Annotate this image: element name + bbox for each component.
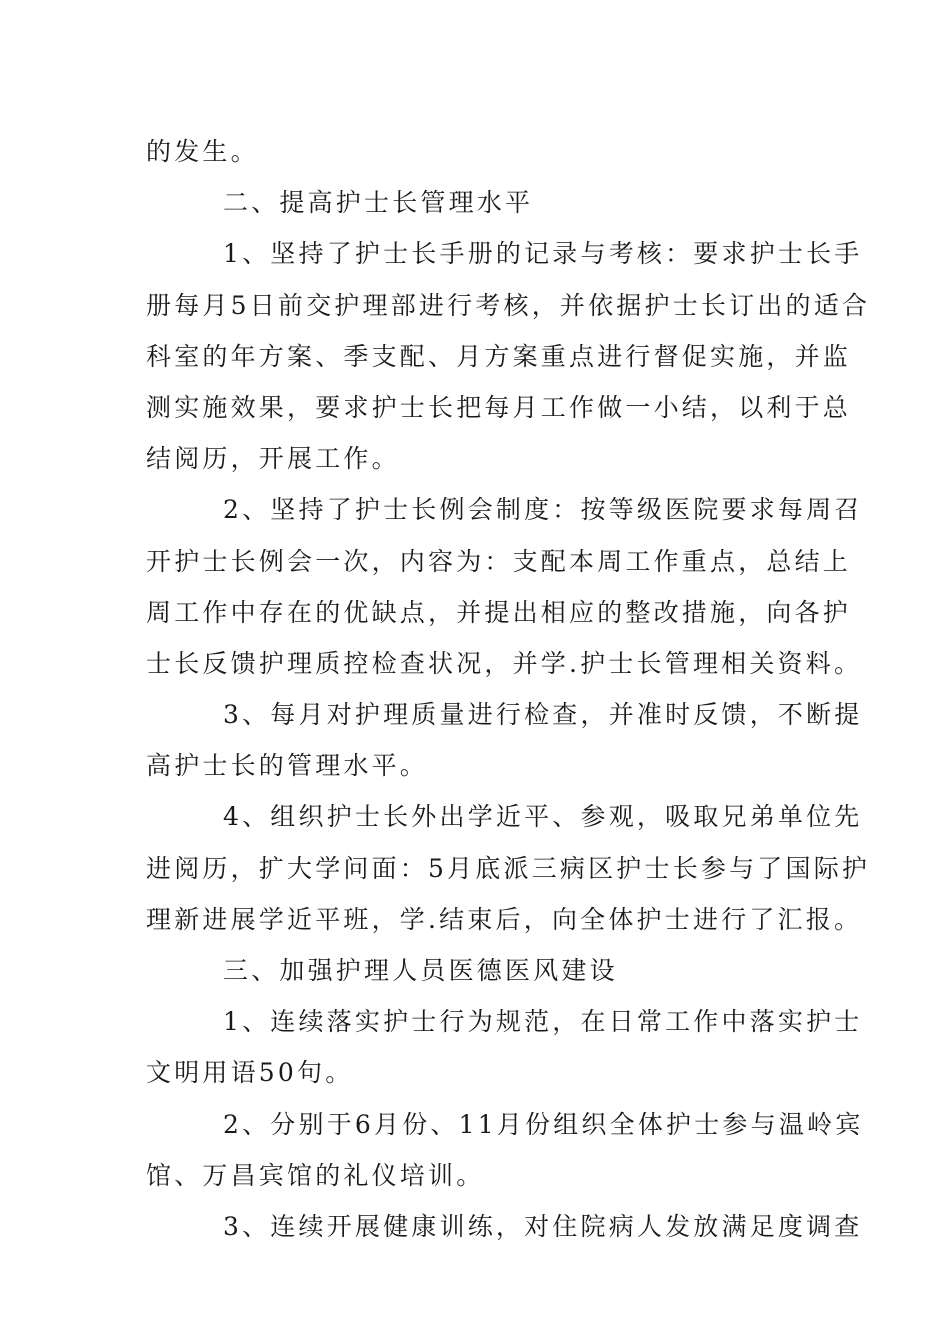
text-line: 科室的年方案、季支配、月方案重点进行督促实施，并监 [146,341,852,371]
paragraph-start: 2、坚持了护士长例会制度：按等级医院要求每周召 [223,495,863,525]
section-heading: 二、提高护士长管理水平 [223,188,534,218]
text-line: 士长反馈护理质控检查状况，并学.护士长管理相关资料。 [146,648,863,678]
paragraph-start: 3、每月对护理质量进行检查，并准时反馈，不断提 [223,700,863,730]
paragraph-start: 1、连续落实护士行为规范，在日常工作中落实护士 [223,1007,863,1037]
text-line: 文明用语50句。 [146,1058,354,1088]
text-line: 开护士长例会一次，内容为：支配本周工作重点，总结上 [146,546,852,576]
text-line: 册每月5日前交护理部进行考核，并依据护士长订出的适合 [146,290,871,320]
paragraph-start: 4、组织护士长外出学近平、参观，吸取兄弟单位先 [223,802,863,832]
section-heading: 三、加强护理人员医德医风建设 [223,956,618,985]
text-line: 进阅历，扩大学问面：5月底派三病区护士长参与了国际护 [146,853,871,883]
paragraph-start: 3、连续开展健康训练，对住院病人发放满足度调查 [223,1211,863,1241]
text-line: 结阅历，开展工作。 [146,444,400,474]
text-line: 馆、万昌宾馆的礼仪培训。 [146,1160,485,1190]
paragraph-start: 1、坚持了护士长手册的记录与考核：要求护士长手 [223,239,863,269]
text-line: 的发生。 [146,137,259,166]
text-line: 理新进展学近平班，学.结束后，向全体护士进行了汇报。 [146,904,863,934]
text-line: 周工作中存在的优缺点，并提出相应的整改措施，向各护 [146,597,852,627]
document-page [146,126,871,1252]
paragraph-start: 2、分别于6月份、11月份组织全体护士参与温岭宾 [223,1109,864,1139]
text-line: 测实施效果，要求护士长把每月工作做一小结，以利于总 [146,392,852,422]
text-line: 高护士长的管理水平。 [146,751,429,781]
